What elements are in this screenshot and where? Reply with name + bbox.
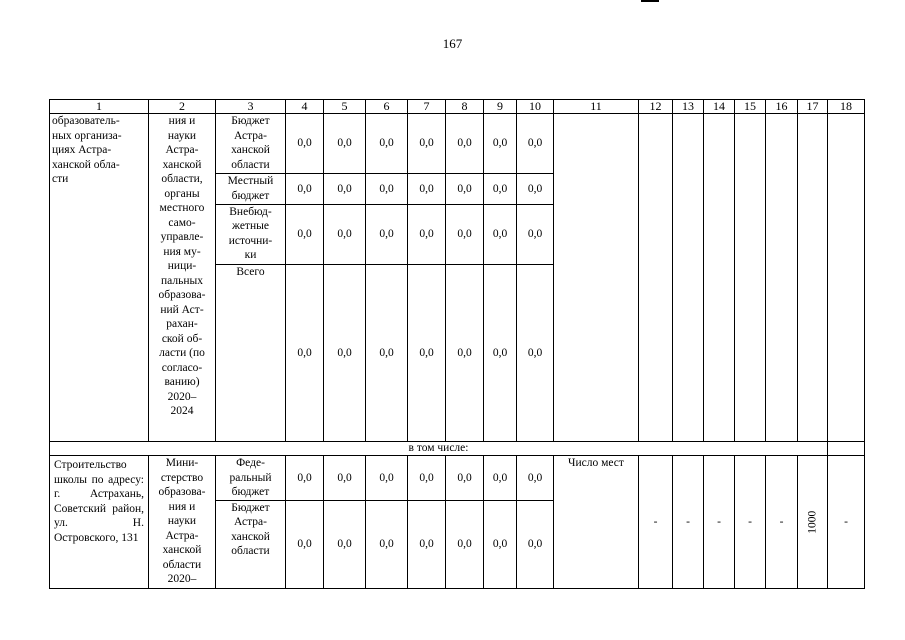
indicator-value-cell: - [673,456,704,589]
value-cell: 0,0 [446,114,484,174]
col-header-16: 16 [766,100,798,114]
value-cell: 0,0 [484,456,517,501]
col-header-17: 17 [798,100,828,114]
value-cell: 0,0 [366,204,408,264]
program-table-wrapper [49,99,865,589]
value-cell: 0,0 [408,174,446,204]
value-cell: 0,0 [484,204,517,264]
top-edge-mark [641,0,659,2]
value-cell: 0,0 [517,174,554,204]
funding-source-cell: Феде- ральный бюджет [216,456,286,501]
including-row [50,442,865,456]
program-area-cell: образователь- ных организа- циях Астра- ханской обла- сти [50,114,149,442]
page-number: 167 [442,36,463,51]
value-cell: 0,0 [446,500,484,588]
including-label: в том числе: [50,442,828,456]
value-cell: 0,0 [286,114,324,174]
value-cell: 0,0 [484,500,517,588]
table-row [50,456,865,501]
col-header-18: 18 [828,100,865,114]
value-cell: 0,0 [286,456,324,501]
col-header-6: 6 [366,100,408,114]
value-cell: 0,0 [324,174,366,204]
indicator-value-cell: - [766,456,798,589]
value-cell: 0,0 [408,114,446,174]
value-cell: 0,0 [324,500,366,588]
indicator-value-cell [798,114,828,442]
value-cell: 0,0 [366,456,408,501]
indicator-value-2024: 1000 [806,510,819,534]
indicator-value-cell [639,114,673,442]
col-header-10: 10 [517,100,554,114]
indicator-name-cell: Число мест [554,456,639,589]
col-header-1: 1 [50,100,149,114]
col-header-9: 9 [484,100,517,114]
value-cell: 0,0 [517,500,554,588]
value-cell: 0,0 [484,174,517,204]
value-cell: 0,0 [517,456,554,501]
value-cell: 0,0 [517,264,554,441]
indicator-value-2024-cell [798,456,828,589]
value-cell: 0,0 [286,264,324,441]
col-header-5: 5 [324,100,366,114]
funding-source-cell: Всего [216,264,286,441]
value-cell: 0,0 [446,174,484,204]
indicator-value-cell [766,114,798,442]
col-header-13: 13 [673,100,704,114]
value-cell: 0,0 [324,456,366,501]
indicator-value-cell: - [639,456,673,589]
value-cell: 0,0 [446,264,484,441]
column-number-row [50,100,865,114]
col-header-15: 15 [735,100,766,114]
indicator-cell [554,114,639,442]
value-cell: 0,0 [366,264,408,441]
value-cell: 0,0 [324,264,366,441]
value-cell: 0,0 [408,264,446,441]
col-header-11: 11 [554,100,639,114]
value-cell: 0,0 [446,456,484,501]
value-cell: 0,0 [324,204,366,264]
value-cell: 0,0 [366,500,408,588]
value-cell: 0,0 [484,114,517,174]
funding-source-cell: Бюджет Астра- ханской области [216,114,286,174]
col-header-2: 2 [149,100,216,114]
value-cell: 0,0 [408,500,446,588]
col-header-8: 8 [446,100,484,114]
value-cell: 0,0 [408,204,446,264]
including-blank-cell [828,442,865,456]
indicator-value-cell [704,114,735,442]
indicator-value-cell: - [735,456,766,589]
value-cell: 0,0 [517,114,554,174]
col-header-12: 12 [639,100,673,114]
value-cell: 0,0 [517,204,554,264]
responsible-executor-cell: ния и науки Астра- ханской области, органы местного само- управле- ния му- ници- пальных образова- ний Аст- рахан- ской об- ласти (по согласо- ванию) 2020– 2024 [149,114,216,442]
responsible-executor-cell: Мини- стерство образова- ния и науки Астра- ханской области 2020– [149,456,216,589]
program-table [49,99,865,589]
funding-source-cell: Местный бюджет [216,174,286,204]
col-header-7: 7 [408,100,446,114]
value-cell: 0,0 [366,114,408,174]
value-cell: 0,0 [286,500,324,588]
value-cell: 0,0 [324,114,366,174]
indicator-value-cell [828,114,865,442]
indicator-value-cell [673,114,704,442]
funding-source-cell: Бюджет Астра- ханской области [216,500,286,588]
indicator-value-cell [735,114,766,442]
value-cell: 0,0 [408,456,446,501]
col-header-3: 3 [216,100,286,114]
value-cell: 0,0 [484,264,517,441]
col-header-14: 14 [704,100,735,114]
value-cell: 0,0 [366,174,408,204]
funding-source-cell: Внебюд- жетные источни- ки [216,204,286,264]
value-cell: 0,0 [286,204,324,264]
indicator-value-cell: - [704,456,735,589]
col-header-4: 4 [286,100,324,114]
event-name-cell: Строительство школы по адресу: г. Астрахань, Советский район, ул. Н. Островского, 131 [50,456,149,589]
indicator-value-cell: - [828,456,865,589]
table-row [50,114,865,174]
value-cell: 0,0 [286,174,324,204]
value-cell: 0,0 [446,204,484,264]
